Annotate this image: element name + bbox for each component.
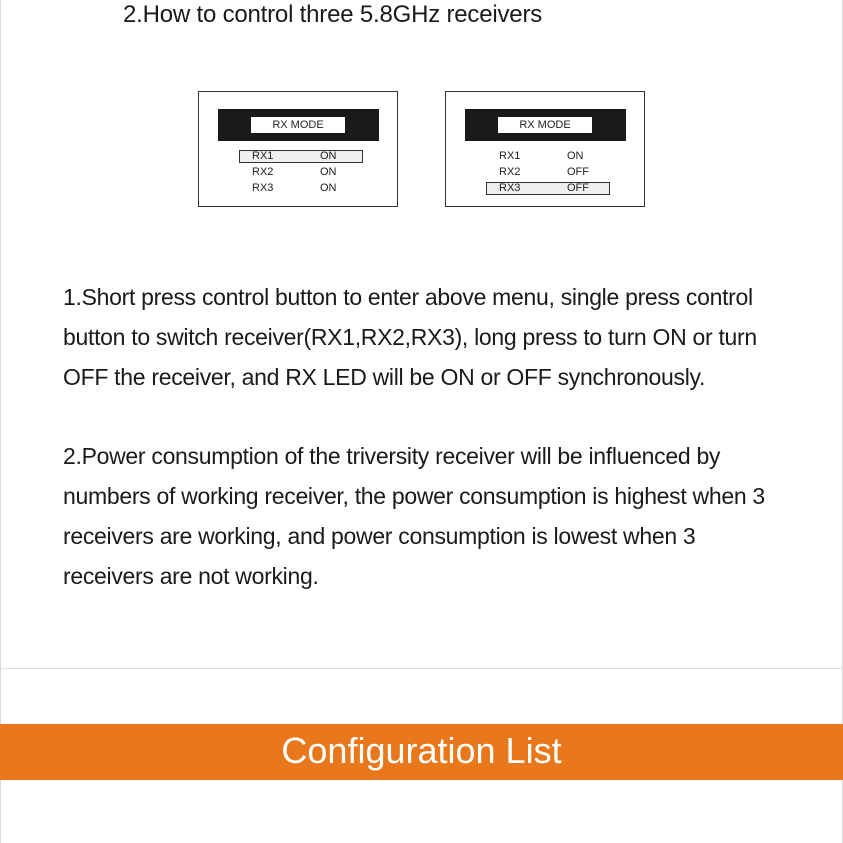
rx-row-rx1-selected [239, 150, 363, 163]
section-divider [0, 668, 843, 669]
banner-title: Configuration List [281, 730, 562, 771]
rx-state: OFF [567, 182, 589, 194]
page-edge-left [0, 0, 1, 843]
rx-name: RX3 [499, 182, 521, 194]
rx-mode-panel-right [445, 91, 645, 207]
panel-header [465, 109, 626, 141]
rx-name: RX1 [499, 150, 521, 162]
instruction-paragraph-1: 1.Short press control button to enter above menu, single press control button to switch receiver(RX1,RX2,RX3), long press to turn ON or turn OFF the receiver, and RX LED will be ON or OFF synchronously. [63, 284, 757, 390]
rx-state: ON [320, 166, 337, 178]
panel-title: RX MODE [251, 117, 345, 133]
rx-name: RX3 [252, 182, 274, 194]
rx-name: RX1 [252, 150, 274, 162]
rx-row-rx1 [486, 150, 610, 163]
rx-row-rx2 [486, 166, 610, 179]
rx-state: ON [567, 150, 584, 162]
rx-state: ON [320, 150, 337, 162]
rx-mode-panel-left [198, 91, 398, 207]
configuration-list-banner [0, 724, 843, 780]
rx-name: RX2 [499, 166, 521, 178]
rx-name: RX2 [252, 166, 274, 178]
rx-row-rx3-selected [486, 182, 610, 195]
rx-state: OFF [567, 166, 589, 178]
panel-header [218, 109, 379, 141]
panel-title: RX MODE [498, 117, 592, 133]
rx-state: ON [320, 182, 337, 194]
section-heading: 2.How to control three 5.8GHz receivers [123, 1, 543, 28]
instruction-paragraph-2: 2.Power consumption of the triversity receiver will be influenced by numbers of working receiver, the power consumption is highest when 3 receivers are working, and power consumption is lowest when 3 receivers are not working. [63, 443, 765, 589]
rx-row-rx2 [239, 166, 363, 179]
rx-row-rx3 [239, 182, 363, 195]
